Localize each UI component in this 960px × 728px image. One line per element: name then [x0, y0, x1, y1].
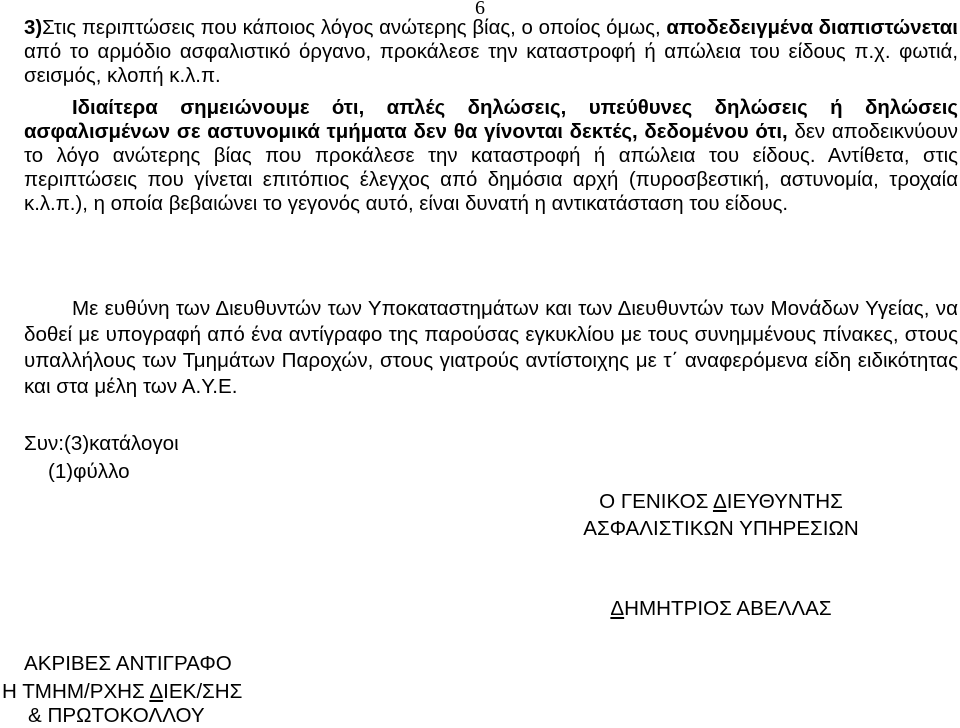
- signature-title-underlined: Δ: [712, 490, 727, 513]
- paragraph-declarations: [24, 96, 958, 216]
- stamp-text-underlined: Δ: [149, 680, 164, 703]
- item-number: 3): [24, 17, 43, 39]
- emphasis-text: αποδεδειγμένα διαπιστώνεται: [666, 17, 958, 39]
- signature-title-text: ΙΕΥΘΥΝΤΗΣ: [726, 490, 843, 513]
- signature-title-text: Ο ΓΕΝΙΚΟΣ: [599, 490, 713, 513]
- signature-title-1: [560, 488, 882, 515]
- signature-name: [560, 595, 882, 622]
- enclosures-line-1: Συν:(3)κατάλογοι: [24, 432, 179, 455]
- signature-name-underlined: Δ: [610, 597, 625, 620]
- stamp-line-2: [2, 680, 242, 704]
- signature-name-text: ΗΜΗΤΡΙΟΣ ΑΒΕΛΛΑΣ: [624, 597, 832, 620]
- stamp-line-3: & ΠΡΩΤΟΚΟΛΛΟΥ: [28, 704, 205, 727]
- enclosures-line-2: (1)φύλλο: [48, 460, 130, 483]
- paragraph-text: δεν αποδεικνύουν το λόγο ανώτερης βίας που προκάλεσε την καταστροφή ή απώλεια του είδους. Αντίθετα, στις περιπτώσεις που γίνεται επιτόπιος έλεγχος από δημόσια αρχή (πυροσβεστική, αστυνομία, τροχαία κ.λ.π.), η οποία βεβαιώνει το γεγονός αυτό, είναι δυνατή η αντικατάσταση του είδους.: [24, 121, 958, 215]
- signature-title-2: ΑΣΦΑΛΙΣΤΙΚΩΝ ΥΠΗΡΕΣΙΩΝ: [583, 517, 859, 540]
- paragraph-force-majeure: [24, 16, 958, 88]
- stamp-line-1: ΑΚΡΙΒΕΣ ΑΝΤΙΓΡΑΦΟ: [24, 652, 232, 675]
- emphasis-text: Ιδιαίτερα σημειώνουμε ότι, απλές δηλώσεις, υπεύθυνες δηλώσεις ή δηλώσεις ασφαλισμένων σε αστυνομικά τμήματα δεν θα γίνονται δεκτές, δεδομένου ότι,: [24, 97, 958, 143]
- paragraph-responsibility: Με ευθύνη των Διευθυντών των Υποκαταστημάτων και των Διευθυντών των Μονάδων Υγείας, να δοθεί με υπογραφή από ένα αντίγραφο της παρούσας εγκυκλίου με τους συνημμένους πίνακες, στους υπαλλήλους των Τμημάτων Παροχών, στους γιατρούς αντίστοιχης με τ΄ αναφερόμενα είδη ειδικότητας και στα μέλη των Α.Υ.Ε.: [24, 297, 958, 398]
- page-number: 6: [475, 0, 485, 19]
- stamp-text: ΙΕΚ/ΣΗΣ: [163, 680, 243, 703]
- paragraph-text: από το αρμόδιο ασφαλιστικό όργανο, προκάλεσε την καταστροφή ή απώλεια του είδους π.χ. φωτιά, σεισμός, κλοπή κ.λ.π.: [24, 41, 958, 87]
- stamp-text: Η ΤΜΗΜ/ΡΧΗΣ: [2, 680, 150, 703]
- paragraph-text: Στις περιπτώσεις που κάποιος λόγος ανώτερης βίας, ο οποίος όμως,: [42, 17, 667, 39]
